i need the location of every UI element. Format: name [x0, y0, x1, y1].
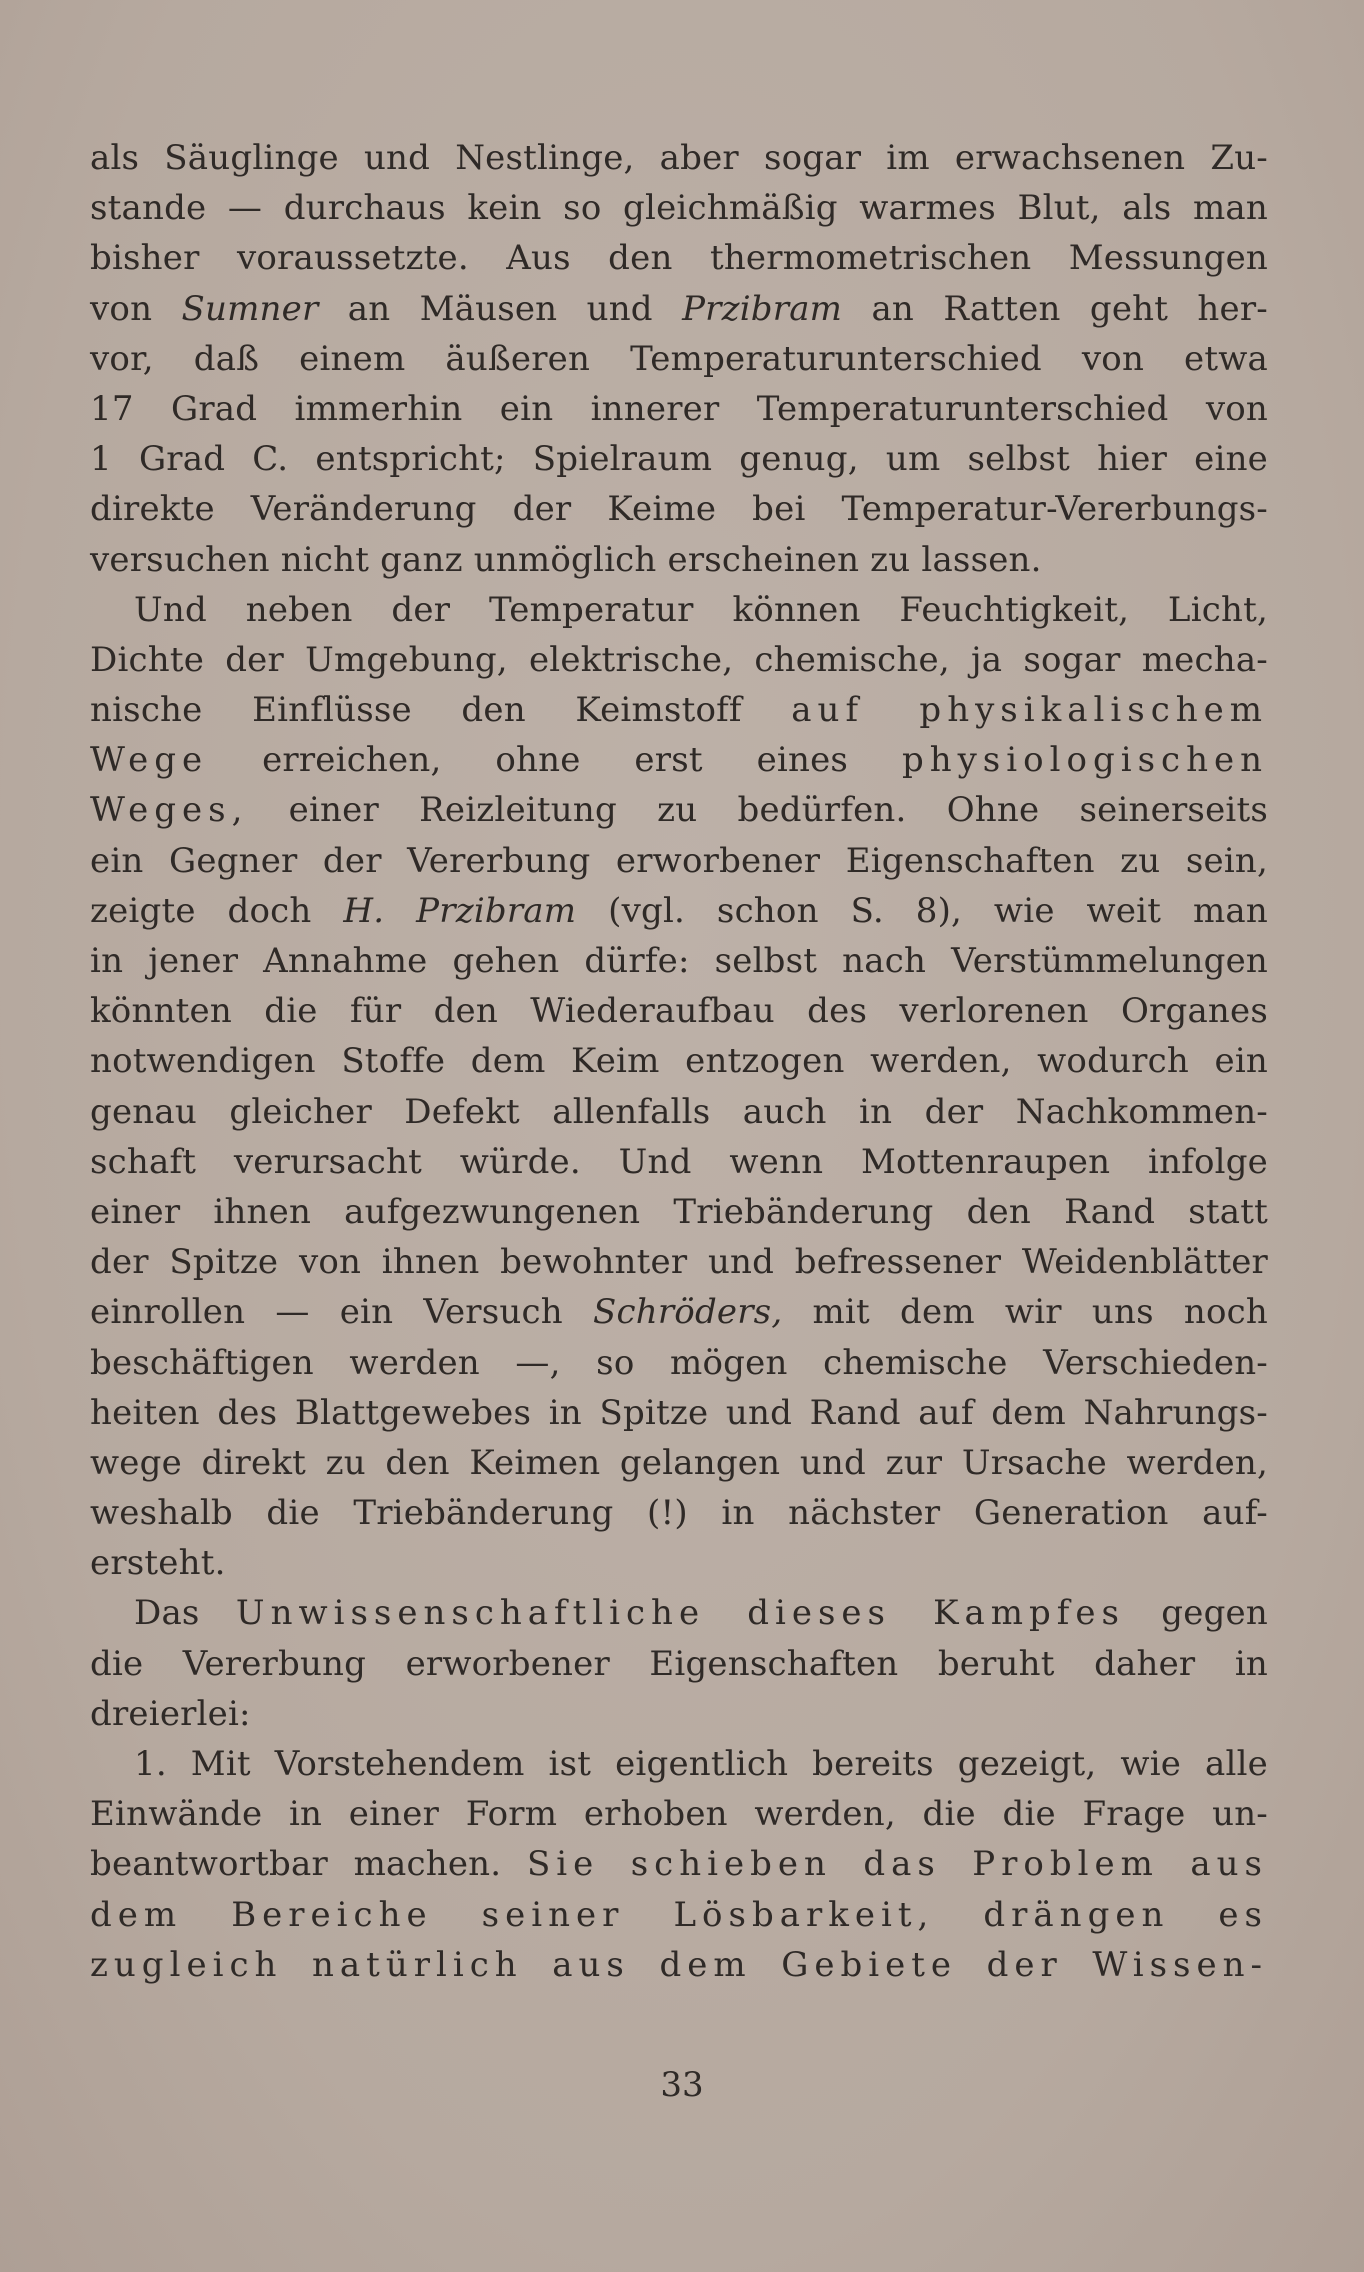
emphasized-spaced-text: Unwissenschaftliche dieses Kampfes [235, 1593, 1125, 1634]
text-line: stande — durchaus kein so gleichmäßig warmes Blut, als man [90, 188, 1268, 229]
text-run: einrollen — ein Versuch [90, 1292, 593, 1333]
text-line [90, 886, 1268, 936]
text-line [90, 1839, 1268, 1889]
text-run: gegen [1124, 1593, 1268, 1634]
page-number: 33 [660, 2065, 704, 2105]
text-line [90, 284, 1268, 334]
text-line [90, 1890, 1268, 1940]
text-line [90, 785, 1268, 835]
text-line: wege direkt zu den Keimen gelangen und zur Ursache werden, [90, 1442, 1268, 1483]
text-run: mit dem wir uns noch [782, 1292, 1268, 1333]
text-line: in jener Annahme gehen dürfe: selbst nach Verstümmelungen [90, 941, 1268, 981]
text-line: die Vererbung erworbener Eigenschaften beruht daher in [90, 1643, 1268, 1684]
text-line: beschäftigen werden —, so mögen chemische Verschieden- [90, 1342, 1268, 1383]
paragraph-start [90, 1588, 1268, 1638]
text-line: ersteht. [90, 1543, 226, 1584]
text-run: (vgl. schon S. 8), wie weit man [576, 890, 1268, 931]
text-line [90, 1940, 1268, 1990]
paragraph-start: Und neben der Temperatur können Feuchtigkeit, Licht, [134, 589, 1268, 630]
text-line: dreierlei: [90, 1693, 251, 1734]
paragraph-start: 1. Mit Vorstehendem ist eigentlich bereits gezeigt, wie alle [134, 1744, 1268, 1784]
text-line: genau gleicher Defekt allenfalls auch in der Nachkommen- [90, 1091, 1268, 1132]
text-line: schaft verursacht würde. Und wenn Mottenraupen infolge [90, 1141, 1268, 1182]
author-name-italic: Sumner [181, 288, 319, 329]
text-line: heiten des Blattgewebes in Spitze und Rand auf dem Nahrungs- [90, 1392, 1268, 1433]
emphasized-spaced-text: physiologischen [901, 740, 1268, 781]
text-line: der Spitze von ihnen bewohnter und befressener Weidenblätter [90, 1242, 1268, 1283]
text-line [90, 1287, 1268, 1337]
text-run: einer Reizleitung zu bedürfen. Ohne seinerseits [248, 790, 1268, 831]
text-line: als Säuglinge und Nestlinge, aber sogar im erwachsenen Zu- [90, 138, 1268, 178]
text-line: vor, daß einem äußeren Temperaturunterschied von etwa [90, 338, 1268, 379]
text-line: Dichte der Umgebung, elektrische, chemische, ja sogar mecha- [90, 639, 1268, 680]
text-run: von [90, 288, 182, 329]
text-line: versuchen nicht ganz unmöglich erscheinen zu lassen. [90, 539, 1042, 580]
text-run: beantwortbar machen. [90, 1844, 527, 1885]
text-line: Einwände in einer Form erhoben werden, die die Frage un- [90, 1794, 1268, 1835]
author-name-italic: H. Przibram [343, 890, 577, 931]
body-text [90, 133, 1268, 1990]
text-line: direkte Veränderung der Keime bei Temperatur-Vererbungs- [90, 489, 1268, 530]
emphasized-spaced-text: auf physikalischem [791, 690, 1268, 731]
text-line: einer ihnen aufgezwungenen Triebänderung den Rand statt [90, 1191, 1268, 1232]
text-line: 17 Grad immerhin ein innerer Temperaturunterschied von [90, 388, 1268, 429]
text-line [90, 735, 1268, 785]
text-line: notwendigen Stoffe dem Keim entzogen werden, wodurch ein [90, 1041, 1268, 1082]
author-name-italic: Przibram [682, 288, 843, 329]
text-run: zeigte doch [90, 890, 344, 931]
text-line [90, 685, 1268, 735]
author-name-italic: Schröders, [592, 1292, 783, 1333]
text-line: bisher voraussetzte. Aus den thermometrischen Messungen [90, 238, 1268, 279]
text-line: ein Gegner der Vererbung erworbener Eigenschaften zu sein, [90, 840, 1268, 881]
text-run: Das [134, 1593, 236, 1634]
emphasized-spaced-text: zugleich natürlich aus dem Gebiete der Wissen- [90, 1944, 1268, 1985]
text-run: erreichen, ohne erst eines [208, 740, 902, 781]
text-line: weshalb die Triebänderung (!) in nächster Generation auf- [90, 1493, 1268, 1534]
emphasized-spaced-text: dem Bereiche seiner Lösbarkeit, drängen es [90, 1894, 1268, 1935]
text-run: an Mäusen und [318, 288, 683, 329]
text-run: an Ratten geht her- [842, 288, 1268, 329]
emphasized-spaced-text: Sie schieben das Problem aus [526, 1844, 1268, 1885]
text-run: nische Einflüsse den Keimstoff [90, 690, 792, 731]
text-line: 1 Grad C. entspricht; Spielraum genug, um selbst hier eine [90, 439, 1268, 480]
emphasized-spaced-text: Weges, [90, 790, 249, 831]
emphasized-spaced-text: Wege [90, 740, 209, 781]
text-line: könnten die für den Wiederaufbau des verlorenen Organes [90, 991, 1268, 1032]
